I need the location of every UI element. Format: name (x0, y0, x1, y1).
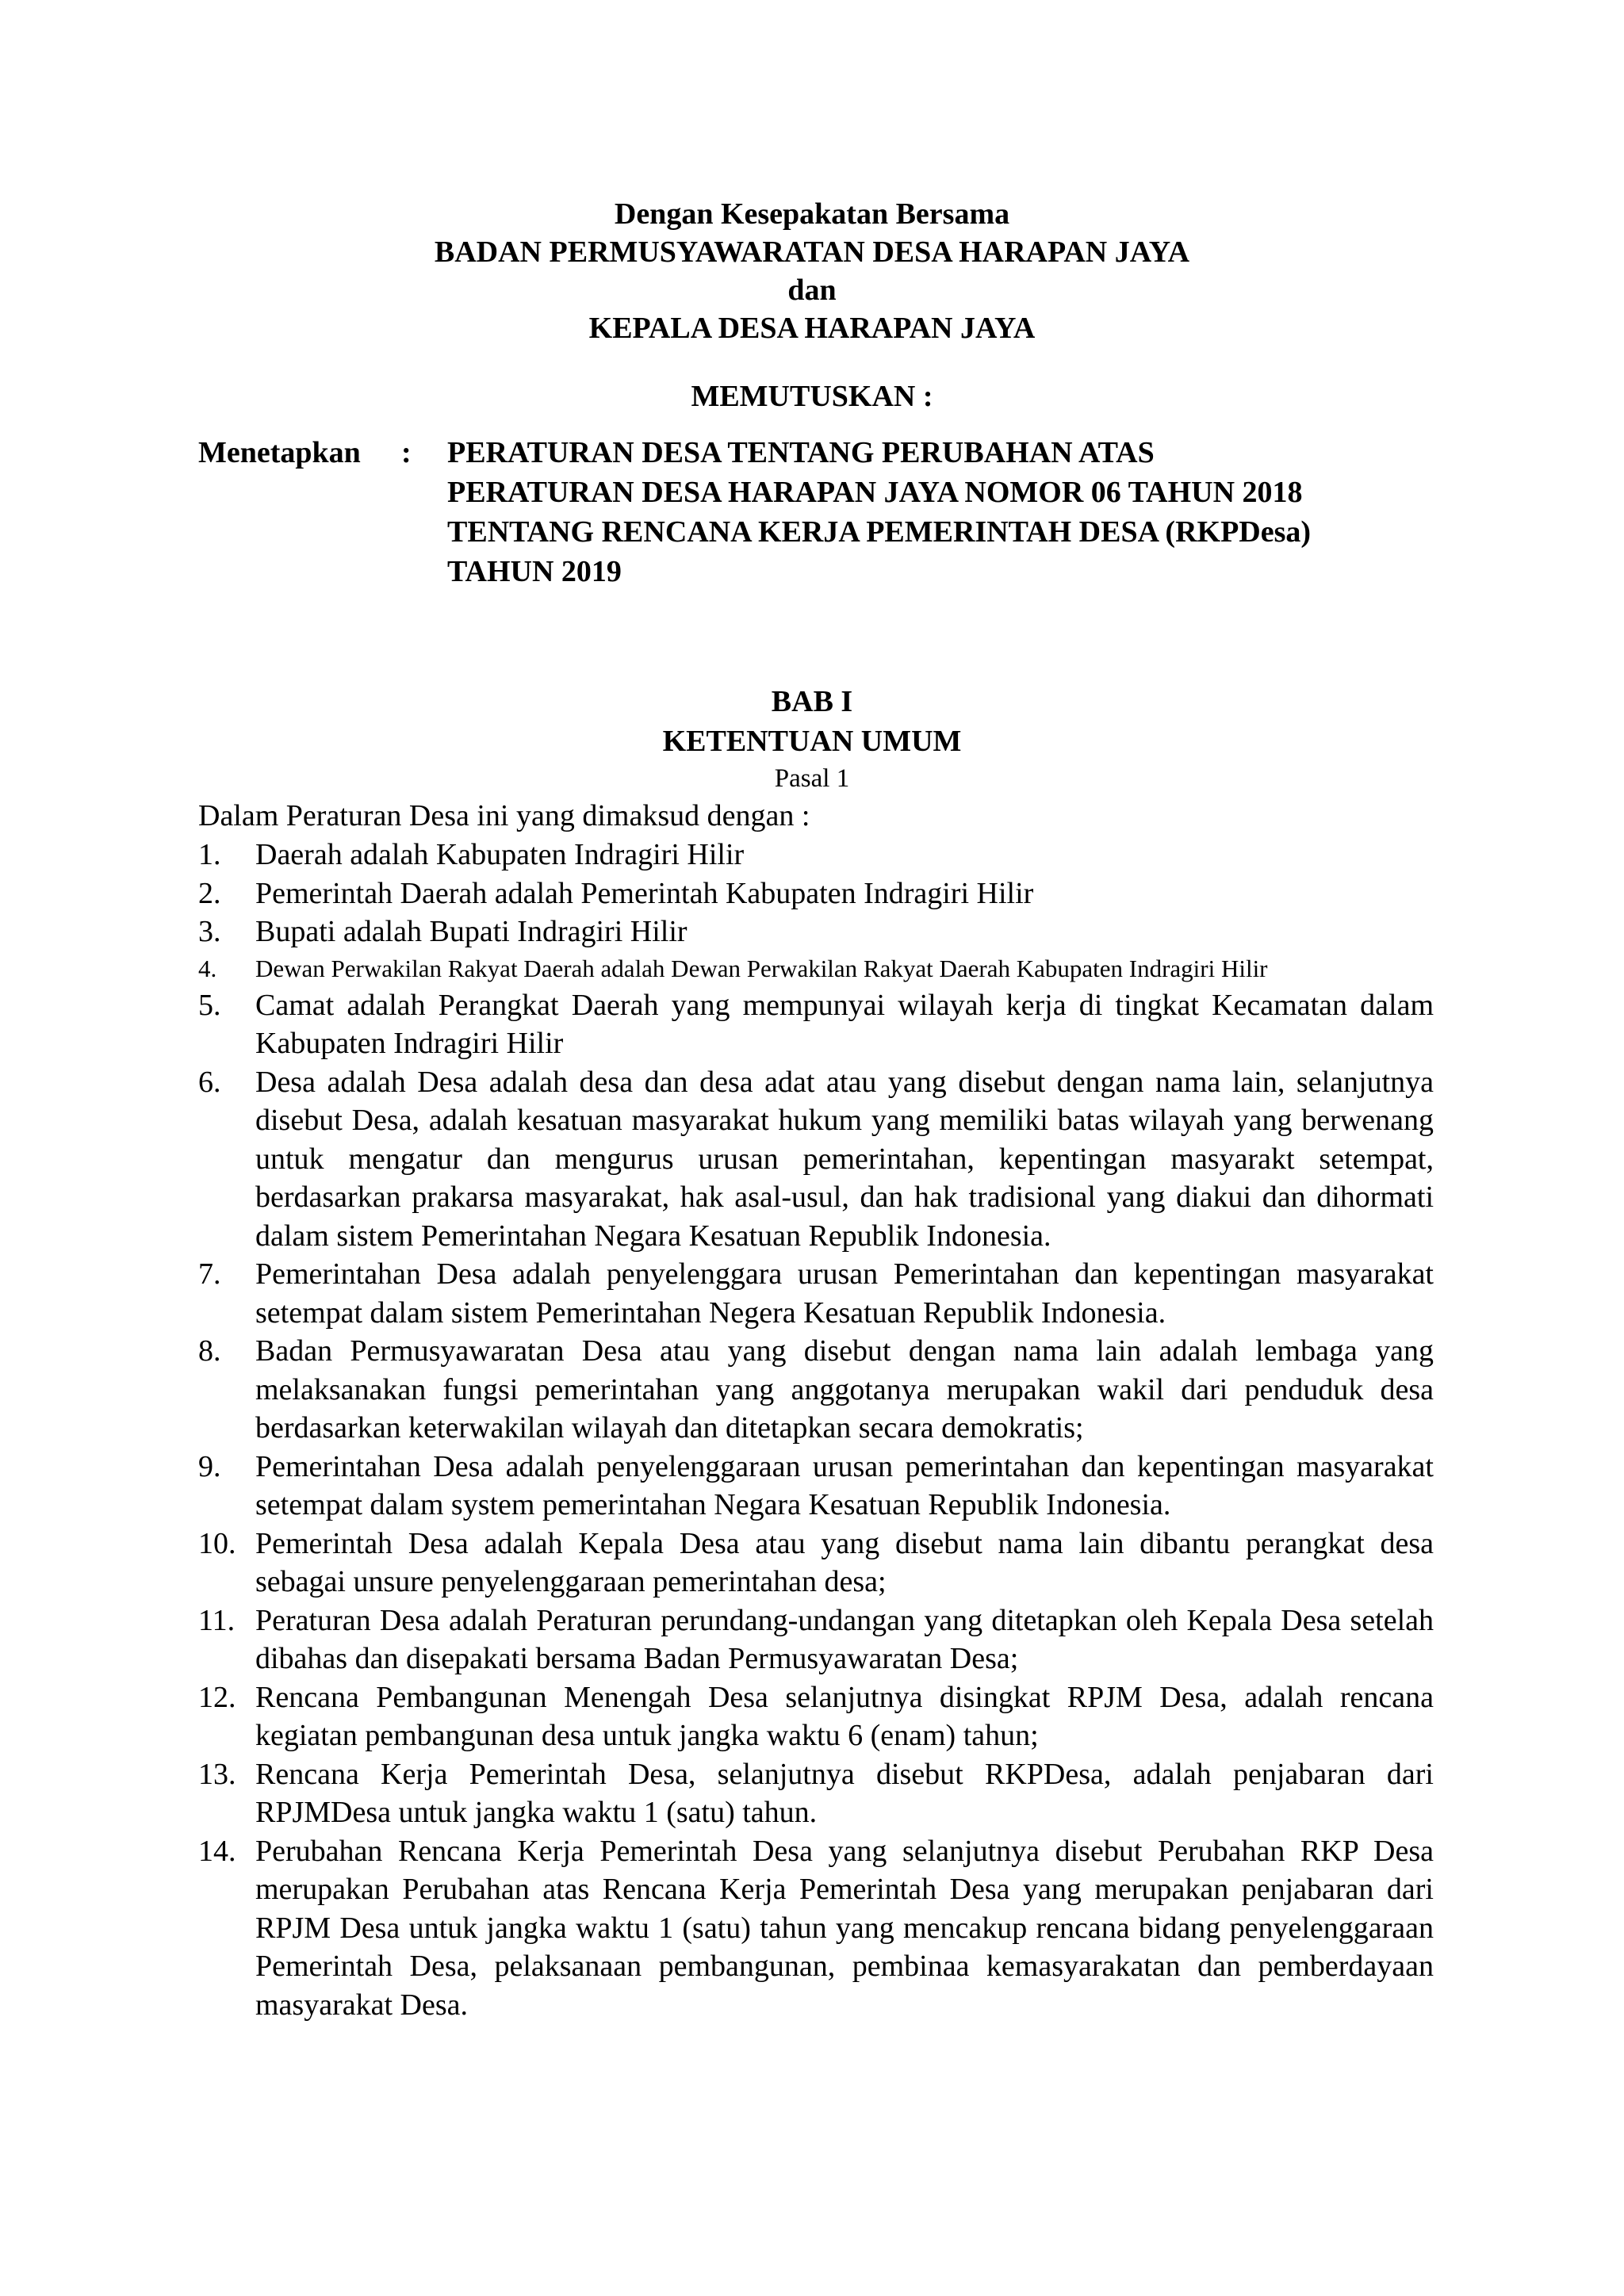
list-item (198, 1448, 1434, 1525)
list-item-text: Perubahan Rencana Kerja Pemerintah Desa yang selanjutnya disebut Perubahan RKP Desa merupakan Perubahan atas Rencana Kerja Pemerintah Desa yang merupakan penjabaran dari RPJM Desa untuk jangka waktu 1 (satu) tahun yang mencakup rencana bidang penyelenggaraan Pemerintah Desa, pelaksanaan pembangunan, pembinaa kemasyarakatan dan pemberdayaan masyarakat Desa. (255, 1834, 1434, 2022)
list-item (198, 1832, 1434, 2025)
memutuskan-heading: MEMUTUSKAN : (691, 380, 933, 413)
chapter-number: BAB I (771, 685, 853, 718)
menetapkan-title-line: TENTANG RENCANA KERJA PEMERINTAH DESA (RKPDesa) (447, 515, 1312, 549)
agreement-header (0, 195, 1624, 347)
menetapkan-colon: : (401, 436, 412, 469)
list-item-text: Dewan Perwakilan Rakyat Daerah adalah Dewan Perwakilan Rakyat Daerah Kabupaten Indragiri Hilir (255, 954, 1268, 982)
list-item-number: 13. (198, 1757, 236, 1791)
list-item-number: 5. (198, 988, 221, 1022)
list-item-text: Pemerintahan Desa adalah penyelenggara urusan Pemerintahan dan kepentingan masyarakat setempat dalam sistem Pemerintahan Negera Kesatuan Republik Indonesia. (255, 1257, 1434, 1330)
menetapkan-title-line: TAHUN 2019 (447, 555, 622, 588)
list-item-number: 10. (198, 1526, 236, 1560)
menetapkan-title-line: PERATURAN DESA TENTANG PERUBAHAN ATAS (447, 436, 1155, 469)
list-item-text: Rencana Kerja Pemerintah Desa, selanjutnya disebut RKPDesa, adalah penjabaran dari RPJMDesa untuk jangka waktu 1 (satu) tahun. (255, 1757, 1434, 1829)
header-line-kepala-desa: KEPALA DESA HARAPAN JAYA (588, 312, 1036, 345)
list-item (198, 1255, 1434, 1332)
list-item (198, 1601, 1434, 1678)
list-item (198, 836, 1434, 874)
list-item-number: 8. (198, 1334, 221, 1368)
list-item-number: 6. (198, 1065, 221, 1099)
list-item-text: Badan Permusyawaratan Desa atau yang disebut dengan nama lain adalah lembaga yang melaksanakan fungsi pemerintahan yang anggotanya merupakan wakil dari penduduk desa berdasarkan keterwakilan wilayah dan ditetapkan secara demokratis; (255, 1334, 1434, 1445)
list-item-text: Camat adalah Perangkat Daerah yang mempunyai wilayah kerja di tingkat Kecamatan dalam Kabupaten Indragiri Hilir (255, 988, 1434, 1060)
article-intro: Dalam Peraturan Desa ini yang dimaksud dengan : (198, 799, 810, 832)
list-item-number: 7. (198, 1257, 221, 1291)
header-line-dan: dan (787, 274, 837, 307)
article-heading: Pasal 1 (774, 764, 850, 793)
header-line-bpd: BADAN PERMUSYAWARATAN DESA HARAPAN JAYA (434, 235, 1190, 269)
list-item (198, 1063, 1434, 1256)
definitions-list (198, 836, 1434, 2024)
list-item-number: 11. (198, 1603, 236, 1637)
menetapkan-title (447, 433, 1478, 591)
chapter-heading (0, 682, 1624, 761)
list-item (198, 1332, 1434, 1448)
list-item-text: Daerah adalah Kabupaten Indragiri Hilir (255, 838, 745, 871)
list-item (198, 951, 1434, 986)
list-item (198, 1525, 1434, 1601)
list-item (198, 1755, 1434, 1832)
menetapkan-label: Menetapkan (198, 436, 361, 469)
chapter-title: KETENTUAN UMUM (662, 725, 962, 758)
list-item (198, 986, 1434, 1063)
list-item-text: Pemerintah Daerah adalah Pemerintah Kabupaten Indragiri Hilir (255, 876, 1034, 910)
list-item-text: Peraturan Desa adalah Peraturan perundang-undangan yang ditetapkan oleh Kepala Desa setelah dibahas dan disepakati bersama Badan Permusyawaratan Desa; (255, 1603, 1434, 1675)
list-item-text: Pemerintahan Desa adalah penyelenggaraan urusan pemerintahan dan kepentingan masyarakat setempat dalam system pemerintahan Negara Kesatuan Republik Indonesia. (255, 1449, 1434, 1521)
list-item-text: Desa adalah Desa adalah desa dan desa adat atau yang disebut dengan nama lain, selanjutnya disebut Desa, adalah kesatuan masyarakat hukum yang memiliki batas wilayah yang berwenang untuk mengatur dan mengurus urusan pemerintahan, kepentingan masyarakt setempat, berdasarkan prakarsa masyarakat, hak asal-usul, dan hak tradisional yang diakui dan dihormati dalam sistem Pemerintahan Negara Kesatuan Republik Indonesia. (255, 1065, 1434, 1253)
list-item-number: 14. (198, 1834, 236, 1868)
list-item (198, 874, 1434, 913)
list-item (198, 913, 1434, 951)
list-item-text: Rencana Pembangunan Menengah Desa selanjutnya disingkat RPJM Desa, adalah rencana kegiatan pembangunan desa untuk jangka waktu 6 (enam) tahun; (255, 1680, 1434, 1752)
menetapkan-title-line: PERATURAN DESA HARAPAN JAYA NOMOR 06 TAHUN 2018 (447, 476, 1303, 509)
list-item-number: 2. (198, 876, 221, 910)
list-item (198, 1678, 1434, 1755)
list-item-text: Pemerintah Desa adalah Kepala Desa atau yang disebut nama lain dibantu perangkat desa sebagai unsure penyelenggaraan pemerintahan desa; (255, 1526, 1434, 1598)
list-item-number: 4. (198, 954, 217, 982)
header-line-agreement: Dengan Kesepakatan Bersama (614, 197, 1010, 231)
list-item-number: 3. (198, 915, 221, 948)
list-item-number: 9. (198, 1449, 221, 1483)
list-item-text: Bupati adalah Bupati Indragiri Hilir (255, 915, 688, 948)
list-item-number: 12. (198, 1680, 236, 1714)
list-item-number: 1. (198, 838, 221, 871)
